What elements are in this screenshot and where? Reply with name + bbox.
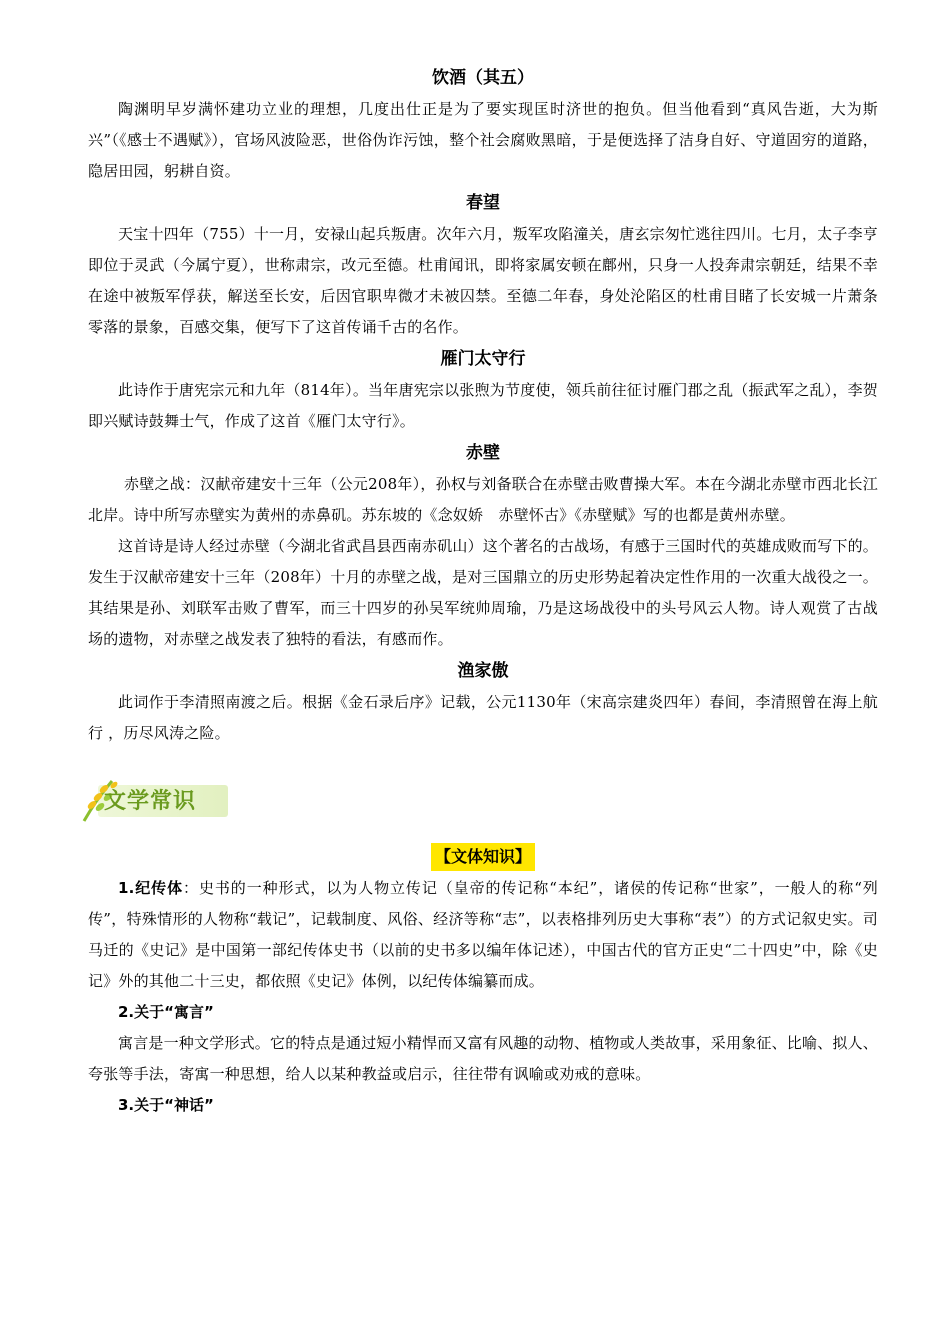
knowledge-label: 【文体知识】 xyxy=(431,843,535,871)
section-title: 渔家傲 xyxy=(457,661,509,681)
paragraph: 此词作于李清照南渡之后。根据《金石录后序》记载，公元1130年（宋高宗建炎四年）春间，李清照曾在海上航行 ，历尽风涛之险。 xyxy=(88,693,878,742)
paragraph: 这首诗是诗人经过赤壁（今湖北省武昌县西南赤矶山）这个著名的古战场，有感于三国时代的英雄成败而写下的。发生于汉献帝建安十三年（208年）十月的赤壁之战，是对三国鼎立的历史形势起着决定性作用的一次重大战役之一。其结果是孙、刘联军击败了曹军，而三十四岁的孙吴军统帅周瑜，乃是这场战役中的头号风云人物。诗人观赏了古战场的遗物，对赤壁之战发表了独特的看法，有感而作。 xyxy=(88,537,879,648)
section-title: 饮酒（其五） xyxy=(432,68,534,88)
item-head: 1.纪传体 xyxy=(118,879,184,897)
knowledge-item-1 xyxy=(88,873,878,997)
knowledge-label-row xyxy=(88,843,878,873)
paragraph: 赤壁之战：汉献帝建安十三年（公元208年），孙权与刘备联合在赤壁击败曹操大军。本在今湖北赤壁市西北长江北岸。诗中所写赤壁实为黄州的赤鼻矶。苏东坡的《念奴娇 赤壁怀古》《赤壁赋》写的也都是黄州赤壁。 xyxy=(88,475,878,524)
section-yinjiu xyxy=(88,62,878,187)
section-title: 春望 xyxy=(466,193,500,213)
document-page xyxy=(88,62,878,1121)
paragraph: 天宝十四年（755）十一月，安禄山起兵叛唐。次年六月，叛军攻陷潼关，唐玄宗匆忙逃往四川。七月，太子李亨即位于灵武（今属宁夏），世称肃宗，改元至德。杜甫闻讯，即将家属安顿在鄜州，只身一人投奔肃宗朝廷，结果不幸在途中被叛军俘获，解送至长安，后因官职卑微才未被囚禁。至德二年春，身处沦陷区的杜甫目睹了长安城一片萧条零落的景象，百感交集，便写下了这首传诵千古的名作。 xyxy=(88,225,878,336)
paragraph: 陶渊明早岁满怀建功立业的理想，几度出仕正是为了要实现匡时济世的抱负。但当他看到“真风告逝，大为斯兴”（《感士不遇赋》），官场风波险恶，世俗伪诈污蚀，整个社会腐败黑暗，于是便选择了洁身自好、守道固穷的道路，隐居田园，躬耕自资。 xyxy=(88,100,878,180)
banner-label: 文学常识 xyxy=(104,789,197,814)
literature-banner xyxy=(78,775,278,825)
section-yanmen xyxy=(88,343,878,437)
paragraph: 此诗作于唐宪宗元和九年（814年）。当年唐宪宗以张煦为节度使，领兵前往征讨雁门郡之乱（振武军之乱），李贺即兴赋诗鼓舞士气，作成了这首《雁门太守行》。 xyxy=(88,381,878,430)
item-body: ：史书的一种形式，以为人物立传记（皇帝的传记称“本纪”，诸侯的传记称“世家”，一般人的称“列传”，特殊情形的人物称“载记”，记载制度、风俗、经济等称“志”，以表格排列历史大事称“表”）的方式记叙史实。司马迁的《史记》是中国第一部纪传体史书（以前的史书多以编年体记述），中国古代的官方正史“二十四史”中，除《史记》外的其他二十三史，都依照《史记》体例，以纪传体编纂而成。 xyxy=(88,879,879,990)
section-title: 赤壁 xyxy=(466,443,500,463)
section-chunwang xyxy=(88,187,878,343)
section-yujiaao xyxy=(88,655,878,749)
section-title: 雁门太守行 xyxy=(440,349,526,369)
knowledge-item-3-head: 3.关于“神话” xyxy=(118,1096,214,1114)
knowledge-item-2-head: 2.关于“寓言” xyxy=(118,1003,214,1021)
knowledge-item-2-body: 寓言是一种文学形式。它的特点是通过短小精悍而又富有风趣的动物、植物或人类故事，采用象征、比喻、拟人、夸张等手法，寄寓一种思想，给人以某种教益或启示，往往带有讽喻或劝戒的意味。 xyxy=(88,1034,879,1083)
section-chibi xyxy=(88,437,878,655)
